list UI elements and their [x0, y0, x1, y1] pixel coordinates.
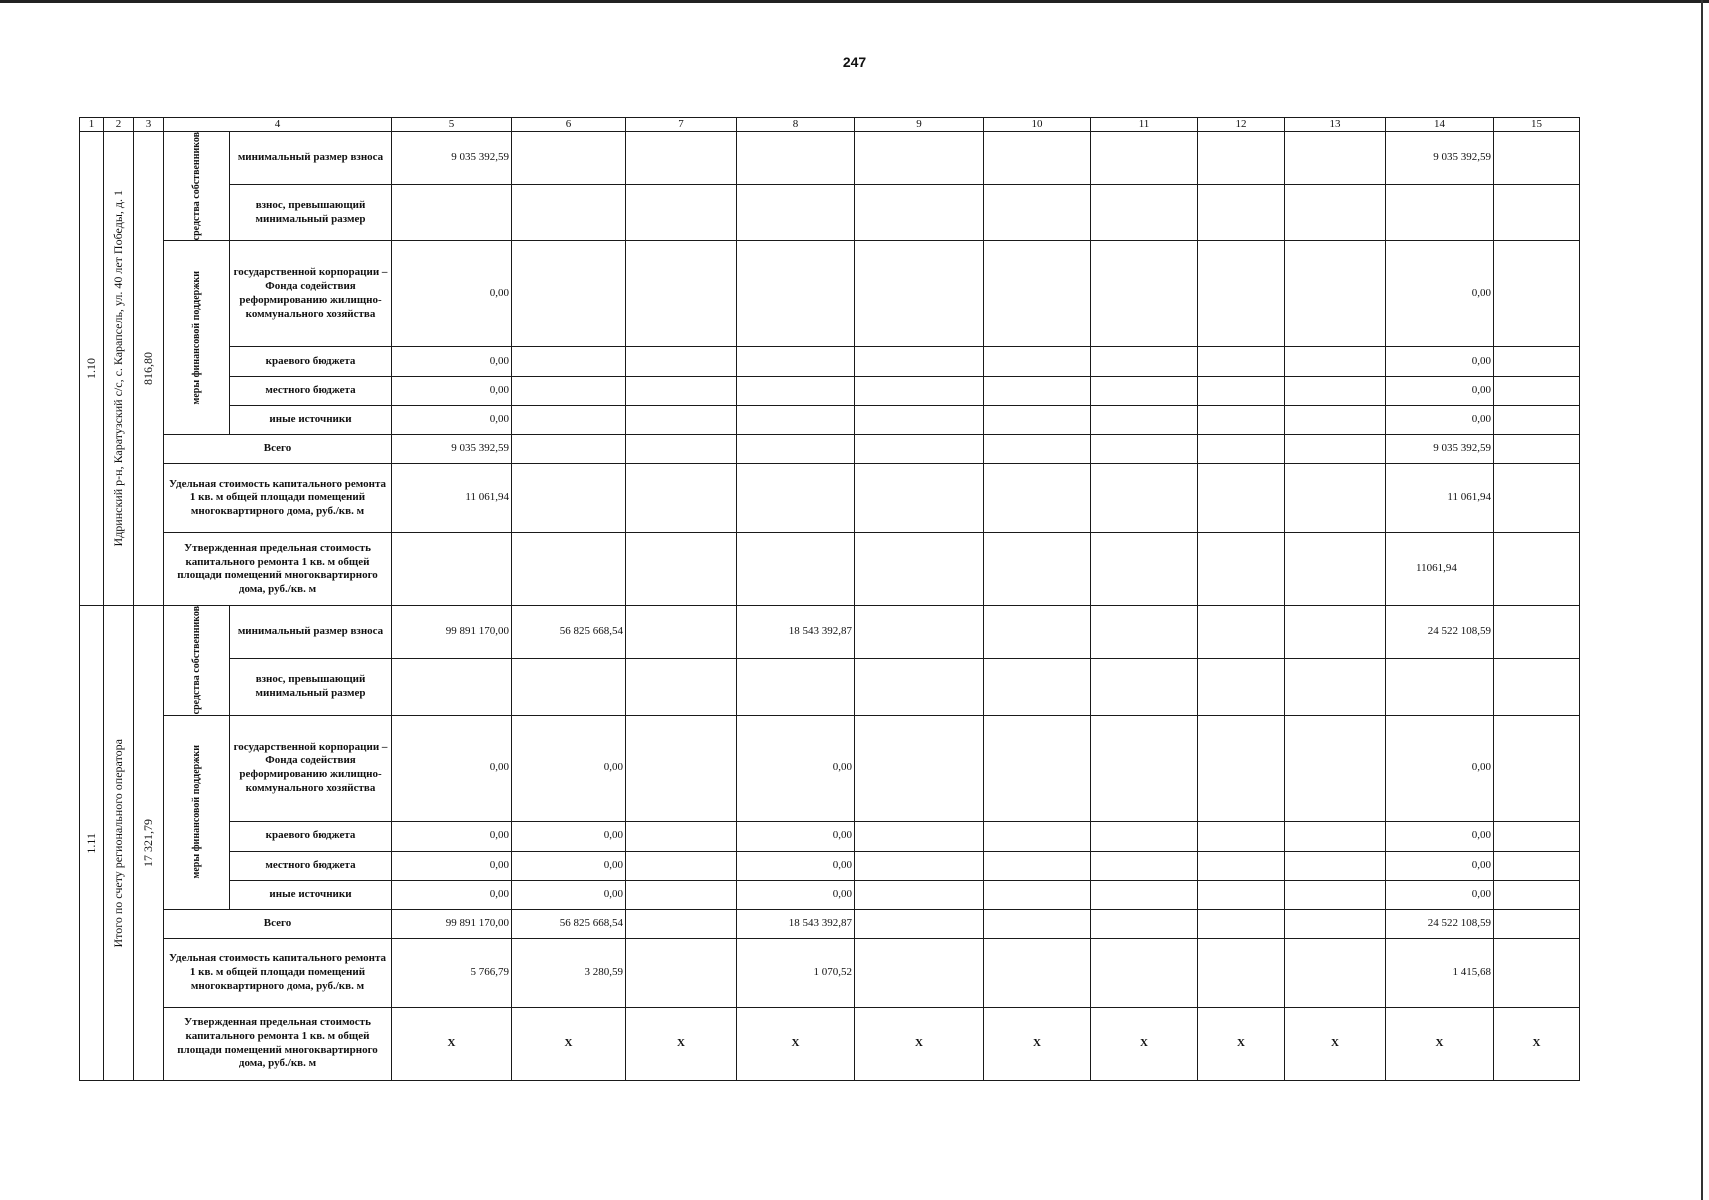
cell-col7 [626, 659, 737, 715]
cell-col7 [626, 851, 737, 880]
cell-col9 [855, 184, 984, 240]
cell-col13 [1285, 377, 1386, 406]
limit-cost-row [80, 1007, 1580, 1080]
cell-col14: 0,00 [1386, 241, 1494, 347]
unit-cost-label: Удельная стоимость капитального ремонта 1 кв. м общей площади помещений многоквартирного дома, руб./кв. м [164, 938, 392, 1007]
cell-col14: 0,00 [1386, 715, 1494, 821]
cell-col5: 0,00 [392, 851, 512, 880]
cell-col11 [1091, 184, 1198, 240]
table-row [80, 132, 1580, 185]
cell-col10 [984, 715, 1091, 821]
cell-col5 [392, 184, 512, 240]
cell-col6: 0,00 [512, 880, 626, 909]
limit-cost-row [80, 533, 1580, 606]
cell-col14: 0,00 [1386, 880, 1494, 909]
cell-col8: 0,00 [737, 821, 855, 851]
x-mark: X [1091, 1007, 1198, 1080]
cell-col12 [1198, 377, 1285, 406]
cell-col5: 0,00 [392, 241, 512, 347]
cell-col12 [1198, 241, 1285, 347]
total-label: Всего [164, 909, 392, 938]
row-label: минимальный размер взноса [230, 606, 392, 659]
section-address: Идринский р-н, Каратузский с/с, с. Карапсель, ул. 40 лет Победы, д. 1 [104, 132, 134, 606]
cell-col11 [1091, 821, 1198, 851]
x-mark: X [855, 1007, 984, 1080]
cell-col11 [1091, 938, 1198, 1007]
column-header: 12 [1198, 118, 1285, 132]
cell-col14: 11 061,94 [1386, 464, 1494, 533]
cell-col12 [1198, 851, 1285, 880]
section-number: 1.11 [80, 606, 104, 1080]
cell-col9 [855, 533, 984, 606]
table-row [80, 880, 1580, 909]
row-label: иные источники [230, 406, 392, 435]
cell-col15 [1494, 938, 1580, 1007]
cell-col11 [1091, 435, 1198, 464]
cell-col11 [1091, 880, 1198, 909]
capital-repair-table [79, 117, 1580, 1081]
cell-col15 [1494, 435, 1580, 464]
cell-col8 [737, 533, 855, 606]
cell-col9 [855, 241, 984, 347]
unit-cost-row [80, 464, 1580, 533]
cell-col7 [626, 347, 737, 377]
cell-col15 [1494, 909, 1580, 938]
cell-col10 [984, 347, 1091, 377]
column-header: 2 [104, 118, 134, 132]
cell-col6 [512, 184, 626, 240]
cell-col13 [1285, 938, 1386, 1007]
cell-col13 [1285, 880, 1386, 909]
x-mark: X [1494, 1007, 1580, 1080]
cell-col12 [1198, 533, 1285, 606]
cell-col13 [1285, 821, 1386, 851]
cell-col9 [855, 938, 984, 1007]
cell-col14 [1386, 184, 1494, 240]
table-row [80, 406, 1580, 435]
cell-col9 [855, 435, 984, 464]
cell-col6 [512, 659, 626, 715]
cell-col13 [1285, 659, 1386, 715]
cell-col8 [737, 184, 855, 240]
column-header: 6 [512, 118, 626, 132]
section-area: 17 321,79 [134, 606, 164, 1080]
cell-col5: 9 035 392,59 [392, 435, 512, 464]
x-mark: X [1386, 1007, 1494, 1080]
cell-col13 [1285, 347, 1386, 377]
cell-col10 [984, 533, 1091, 606]
cell-col9 [855, 821, 984, 851]
cell-col12 [1198, 821, 1285, 851]
cell-col5: 99 891 170,00 [392, 909, 512, 938]
cell-col8: 1 070,52 [737, 938, 855, 1007]
cell-col13 [1285, 241, 1386, 347]
cell-col6: 56 825 668,54 [512, 909, 626, 938]
cell-col8: 0,00 [737, 880, 855, 909]
cell-col12 [1198, 880, 1285, 909]
x-mark: X [392, 1007, 512, 1080]
cell-col9 [855, 880, 984, 909]
cell-col8 [737, 347, 855, 377]
cell-col6 [512, 464, 626, 533]
row-label: краевого бюджета [230, 347, 392, 377]
cell-col15 [1494, 132, 1580, 185]
cell-col5: 0,00 [392, 347, 512, 377]
cell-col6: 0,00 [512, 821, 626, 851]
cell-col7 [626, 406, 737, 435]
total-row [80, 909, 1580, 938]
cell-col15 [1494, 659, 1580, 715]
cell-col12 [1198, 406, 1285, 435]
row-label: взнос, превышающий минимальный размер [230, 184, 392, 240]
owners-funds-group: средства собственников [164, 132, 230, 241]
column-header: 10 [984, 118, 1091, 132]
section-area: 816,80 [134, 132, 164, 606]
table-row [80, 377, 1580, 406]
cell-col13 [1285, 184, 1386, 240]
table-row [80, 241, 1580, 347]
cell-col9 [855, 464, 984, 533]
cell-col7 [626, 715, 737, 821]
column-header: 7 [626, 118, 737, 132]
cell-col15 [1494, 241, 1580, 347]
x-mark: X [984, 1007, 1091, 1080]
cell-col9 [855, 659, 984, 715]
cell-col15 [1494, 533, 1580, 606]
cell-col9 [855, 715, 984, 821]
cell-col10 [984, 938, 1091, 1007]
cell-col10 [984, 241, 1091, 347]
row-label: краевого бюджета [230, 821, 392, 851]
cell-col7 [626, 435, 737, 464]
cell-col8 [737, 464, 855, 533]
cell-col15 [1494, 880, 1580, 909]
cell-col14: 0,00 [1386, 821, 1494, 851]
cell-col13 [1285, 909, 1386, 938]
cell-col13 [1285, 435, 1386, 464]
cell-col10 [984, 659, 1091, 715]
cell-col10 [984, 435, 1091, 464]
cell-col15 [1494, 347, 1580, 377]
cell-col6 [512, 347, 626, 377]
cell-col7 [626, 241, 737, 347]
table-row [80, 851, 1580, 880]
cell-col10 [984, 909, 1091, 938]
cell-col10 [984, 406, 1091, 435]
cell-col7 [626, 821, 737, 851]
top-rule [0, 0, 1709, 3]
cell-col14: 24 522 108,59 [1386, 606, 1494, 659]
cell-col11 [1091, 851, 1198, 880]
cell-col12 [1198, 464, 1285, 533]
cell-col9 [855, 377, 984, 406]
cell-col9 [855, 132, 984, 185]
cell-col6: 0,00 [512, 715, 626, 821]
cell-col15 [1494, 184, 1580, 240]
x-mark: X [626, 1007, 737, 1080]
cell-col10 [984, 132, 1091, 185]
cell-col10 [984, 606, 1091, 659]
cell-col7 [626, 184, 737, 240]
cell-col12 [1198, 715, 1285, 821]
table-row [80, 606, 1580, 659]
column-number-row [80, 118, 1580, 132]
cell-col9 [855, 406, 984, 435]
table-row [80, 715, 1580, 821]
unit-cost-row [80, 938, 1580, 1007]
cell-col12 [1198, 132, 1285, 185]
cell-col13 [1285, 406, 1386, 435]
cell-col11 [1091, 377, 1198, 406]
row-label: местного бюджета [230, 851, 392, 880]
cell-col9 [855, 347, 984, 377]
cell-col14: 24 522 108,59 [1386, 909, 1494, 938]
cell-col8 [737, 241, 855, 347]
cell-col15 [1494, 851, 1580, 880]
cell-col5: 0,00 [392, 377, 512, 406]
cell-col7 [626, 377, 737, 406]
cell-col11 [1091, 347, 1198, 377]
cell-col11 [1091, 406, 1198, 435]
cell-col7 [626, 938, 737, 1007]
cell-col7 [626, 606, 737, 659]
cell-col12 [1198, 435, 1285, 464]
cell-col7 [626, 909, 737, 938]
cell-col6 [512, 241, 626, 347]
cell-col10 [984, 880, 1091, 909]
column-header: 5 [392, 118, 512, 132]
cell-col5: 0,00 [392, 715, 512, 821]
cell-col14: 0,00 [1386, 406, 1494, 435]
x-mark: X [1285, 1007, 1386, 1080]
cell-col8 [737, 659, 855, 715]
cell-col7 [626, 132, 737, 185]
x-mark: X [737, 1007, 855, 1080]
cell-col12 [1198, 606, 1285, 659]
cell-col14: 0,00 [1386, 377, 1494, 406]
cell-col11 [1091, 909, 1198, 938]
cell-col7 [626, 880, 737, 909]
table-row [80, 659, 1580, 715]
cell-col13 [1285, 851, 1386, 880]
cell-col8 [737, 406, 855, 435]
cell-col15 [1494, 377, 1580, 406]
cell-col8 [737, 435, 855, 464]
cell-col15 [1494, 406, 1580, 435]
cell-col8: 0,00 [737, 715, 855, 821]
cell-col10 [984, 184, 1091, 240]
cell-col9 [855, 851, 984, 880]
cell-col14: 0,00 [1386, 347, 1494, 377]
cell-col5 [392, 659, 512, 715]
cell-col8: 0,00 [737, 851, 855, 880]
table-row [80, 184, 1580, 240]
column-header: 11 [1091, 118, 1198, 132]
column-header: 9 [855, 118, 984, 132]
cell-col6 [512, 377, 626, 406]
limit-cost-label: Утвержденная предельная стоимость капитального ремонта 1 кв. м общей площади помещений многоквартирного дома, руб./кв. м [164, 1007, 392, 1080]
cell-col10 [984, 464, 1091, 533]
cell-col5: 11 061,94 [392, 464, 512, 533]
cell-col12 [1198, 659, 1285, 715]
cell-col12 [1198, 909, 1285, 938]
column-header: 4 [164, 118, 392, 132]
row-label: местного бюджета [230, 377, 392, 406]
financial-support-group: меры финансовой поддержки [164, 241, 230, 435]
page-number: 247 [842, 54, 867, 70]
x-mark: X [512, 1007, 626, 1080]
cell-col7 [626, 464, 737, 533]
cell-col10 [984, 821, 1091, 851]
cell-col8: 18 543 392,87 [737, 606, 855, 659]
column-header: 8 [737, 118, 855, 132]
column-header: 1 [80, 118, 104, 132]
total-label: Всего [164, 435, 392, 464]
total-row [80, 435, 1580, 464]
cell-col15 [1494, 821, 1580, 851]
cell-col8 [737, 377, 855, 406]
cell-col8 [737, 132, 855, 185]
cell-col5: 9 035 392,59 [392, 132, 512, 185]
cell-col11 [1091, 715, 1198, 821]
cell-col5 [392, 533, 512, 606]
cell-col6: 3 280,59 [512, 938, 626, 1007]
cell-col13 [1285, 715, 1386, 821]
cell-col14 [1386, 659, 1494, 715]
unit-cost-label: Удельная стоимость капитального ремонта 1 кв. м общей площади помещений многоквартирного дома, руб./кв. м [164, 464, 392, 533]
cell-col5: 0,00 [392, 406, 512, 435]
cell-col9 [855, 606, 984, 659]
cell-col12 [1198, 938, 1285, 1007]
row-label: государственной корпорации – Фонда содействия реформированию жилищно-коммунального хозяйства [230, 715, 392, 821]
cell-col14: 0,00 [1386, 851, 1494, 880]
cell-col11 [1091, 132, 1198, 185]
cell-col13 [1285, 606, 1386, 659]
cell-col11 [1091, 606, 1198, 659]
cell-col6 [512, 533, 626, 606]
cell-col11 [1091, 533, 1198, 606]
cell-col10 [984, 377, 1091, 406]
cell-col9 [855, 909, 984, 938]
cell-col14: 11061,94 [1386, 533, 1494, 606]
cell-col6 [512, 435, 626, 464]
cell-col11 [1091, 659, 1198, 715]
cell-col6 [512, 406, 626, 435]
row-label: минимальный размер взноса [230, 132, 392, 185]
column-header: 14 [1386, 118, 1494, 132]
right-rule [1701, 0, 1703, 1200]
column-header: 15 [1494, 118, 1580, 132]
cell-col5: 0,00 [392, 880, 512, 909]
row-label: иные источники [230, 880, 392, 909]
x-mark: X [1198, 1007, 1285, 1080]
financial-support-group: меры финансовой поддержки [164, 715, 230, 909]
cell-col8: 18 543 392,87 [737, 909, 855, 938]
row-label: взнос, превышающий минимальный размер [230, 659, 392, 715]
section-number: 1.10 [80, 132, 104, 606]
cell-col11 [1091, 464, 1198, 533]
cell-col12 [1198, 347, 1285, 377]
cell-col15 [1494, 606, 1580, 659]
cell-col13 [1285, 464, 1386, 533]
column-header: 13 [1285, 118, 1386, 132]
cell-col6 [512, 132, 626, 185]
cell-col14: 9 035 392,59 [1386, 132, 1494, 185]
cell-col14: 9 035 392,59 [1386, 435, 1494, 464]
section-address: Итого по счету регионального оператора [104, 606, 134, 1080]
cell-col7 [626, 533, 737, 606]
cell-col14: 1 415,68 [1386, 938, 1494, 1007]
cell-col5: 99 891 170,00 [392, 606, 512, 659]
cell-col5: 0,00 [392, 821, 512, 851]
column-header: 3 [134, 118, 164, 132]
limit-cost-label: Утвержденная предельная стоимость капитального ремонта 1 кв. м общей площади помещений многоквартирного дома, руб./кв. м [164, 533, 392, 606]
table-row [80, 347, 1580, 377]
cell-col13 [1285, 132, 1386, 185]
table-row [80, 821, 1580, 851]
cell-col6: 56 825 668,54 [512, 606, 626, 659]
cell-col13 [1285, 533, 1386, 606]
cell-col15 [1494, 715, 1580, 821]
cell-col11 [1091, 241, 1198, 347]
cell-col6: 0,00 [512, 851, 626, 880]
cell-col12 [1198, 184, 1285, 240]
cell-col15 [1494, 464, 1580, 533]
row-label: государственной корпорации – Фонда содействия реформированию жилищно-коммунального хозяйства [230, 241, 392, 347]
cell-col10 [984, 851, 1091, 880]
owners-funds-group: средства собственников [164, 606, 230, 715]
cell-col5: 5 766,79 [392, 938, 512, 1007]
